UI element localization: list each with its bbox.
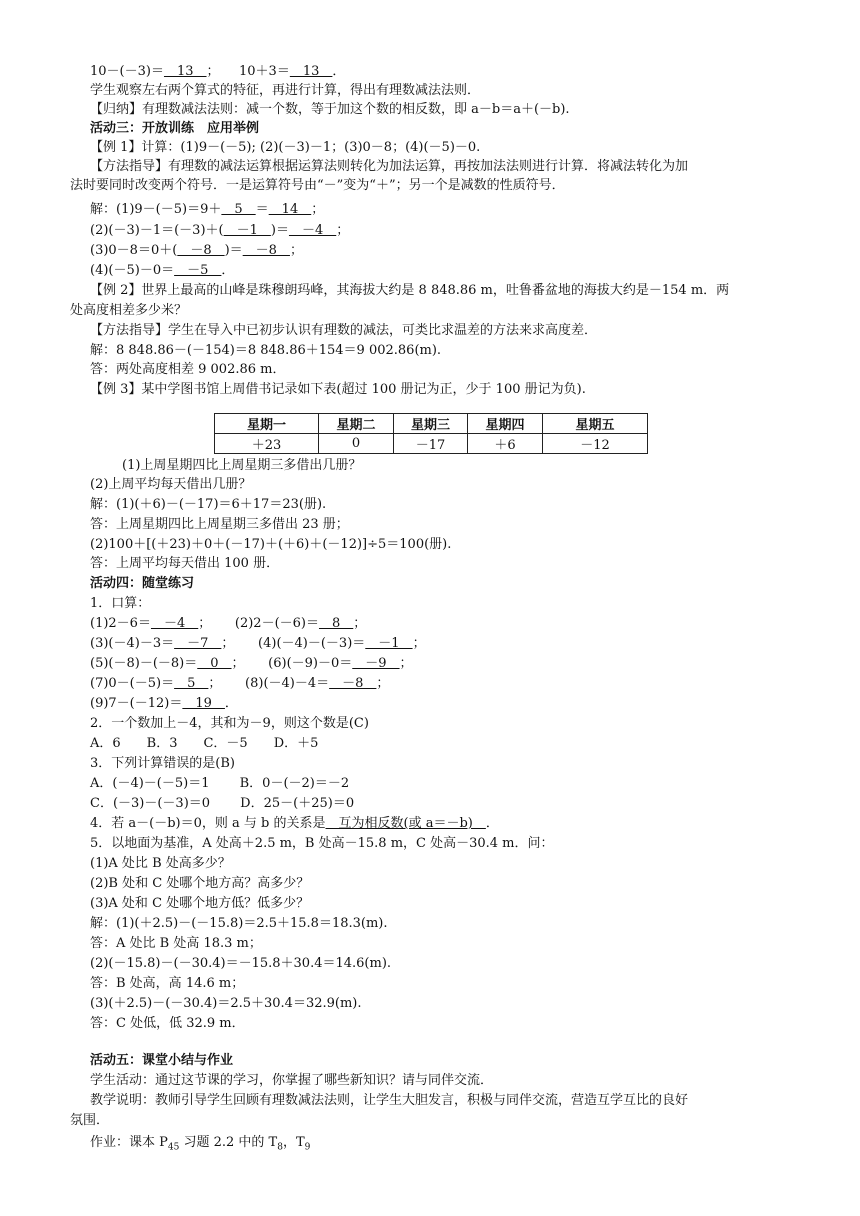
text-line [90,1052,233,1070]
text-run: A．(－4)－(－5)＝1 B．0－(－2)＝－2 [90,776,350,791]
text-run: (7)0－(－5)＝ [90,676,175,691]
text-run: (2)(－15.8)－(－30.4)＝－15.8＋30.4＝14.6(m). [90,956,392,971]
answer-blank: －7 [174,636,222,651]
answer-blank: 13 [163,64,207,79]
text-line [90,575,194,593]
text-run: (3)(－4)－3＝ [90,636,175,651]
text-line [90,895,309,913]
text-line [90,262,234,280]
text-run: 答：上周平均每天借出 100 册． [90,556,280,571]
text-line [90,935,262,953]
text-line [90,555,279,573]
text-run: 答：B 处高，高 14.6 m； [90,976,245,991]
text-run: 答：上周星期四比上周星期三多借出 23 册； [90,517,349,532]
table-header-cell: 星期二 [319,414,394,434]
answer-blank: 19 [182,696,225,711]
text-run: (9)7－(－12)＝ [90,696,183,711]
text-run: ； (8)(－4)－4＝ [208,676,330,691]
text-line [90,120,259,138]
text-line [90,536,451,554]
answer-blank: －8 [177,243,225,258]
text-line [90,775,349,793]
text-run: C．(－3)－(－3)＝0 D．25－(＋25)＝0 [90,796,355,811]
text-run: (2)上周平均每天借出几册？ [90,477,252,492]
text-line [90,101,570,119]
answer-blank: 互为相反数(或 a＝－b) [325,816,486,831]
text-run: 3．下列计算错误的是(B) [90,756,235,771]
text-line [90,496,326,514]
text-run: (5)(－8)－(－8)＝ [90,656,198,671]
borrow-record-table [214,413,648,454]
text-line [90,615,366,633]
answer-blank: －8 [329,676,377,691]
answer-blank: －9 [352,656,400,671]
answer-blank: 5 [221,202,256,217]
text-line [90,139,480,157]
text-line [90,361,285,379]
text-run: 答：A 处比 B 处高 18.3 m； [90,936,262,951]
text-run: (1)上周星期四比上周星期三多借出几册？ [122,458,362,473]
text-line [90,595,150,613]
text-line [70,302,187,320]
table-header-cell: 星期四 [468,414,543,434]
text-line [90,955,391,973]
text-run: ． [221,263,235,278]
text-run: (1)A 处比 B 处高多少？ [90,856,231,871]
subscript: 8 [277,1142,283,1153]
text-line [122,457,361,475]
text-line [90,915,388,933]
answer-blank: －5 [174,263,222,278]
text-run: ； [376,676,390,691]
text-run: (3)0－8＝0＋( [90,243,178,258]
text-run: (3)(＋2.5)－(－30.4)＝2.5＋30.4＝32.9(m). [90,996,362,1011]
text-run: ； 10＋3＝ [206,64,290,79]
text-run: 解：(1)(＋6)－(－17)＝6＋17＝23(册). [90,497,327,512]
table-cell: －17 [394,434,468,454]
text-run: 处高度相差多少米？ [70,303,188,318]
text-line [90,82,480,100]
text-run: (2)B 处和 C 处哪个地方高？高多少？ [90,876,310,891]
text-run: ； (4)(－4)－(－3)＝ [221,636,366,651]
text-run: ． [485,816,499,831]
text-run: 活动四：随堂练习 [90,576,195,591]
text-line [90,63,345,81]
text-line [90,795,354,813]
text-run: 解：8 848.86－(－154)＝8 848.86＋154＝9 002.86(m). [90,343,442,358]
text-line [90,655,413,673]
table-header-cell: 星期一 [215,414,319,434]
text-line [90,1092,688,1110]
answer-blank: 8 [318,616,354,631]
text-run: 4．若 a－(－b)＝0，则 a 与 b 的关系是 [90,816,326,831]
text-run: 学生活动：通过这节课的学习，你掌握了哪些新知识？请与同伴交流． [90,1073,494,1088]
text-run: ＝ [255,202,269,217]
text-run: ； [311,202,325,217]
text-line [90,635,426,653]
answer-blank: 0 [197,656,232,671]
subscript: 9 [304,1142,311,1153]
text-run: 解：(1)(＋2.5)－(－15.8)＝2.5＋15.8＝18.3(m). [90,916,388,931]
text-run: 2．一个数加上－4，其和为－9，则这个数是(C) [90,716,369,731]
text-line [90,222,349,240]
text-run: A．6 B．3 C．－5 D．＋5 [90,736,319,751]
text-line [90,975,244,993]
text-line [90,342,441,360]
text-run: 法时要同时改变两个符号．一是运算符号由“－”变为“＋”；另一个是减数的性质符号． [70,178,565,193]
text-run: 活动五：课堂小结与作业 [90,1053,234,1068]
text-run: ； [412,636,426,651]
text-run: 【方法指导】有理数的减法运算根据运算法则转化为加法运算，再按加法法则进行计算．将减法转化为加 [90,159,689,174]
text-line [90,675,389,693]
table-cell: ＋23 [215,434,319,454]
text-run: (4)(－5)－0＝ [90,263,175,278]
text-run: 【例 1】计算：(1)9－(－5); (2)(－3)－1；(3)0－8；(4)(－5)－0. [90,140,481,155]
text-run: ； (2)2－(－6)＝ [198,616,319,631]
text-run: 1．口算： [90,596,151,611]
answer-blank: －1 [365,636,413,651]
text-line [90,735,318,753]
text-run: 作业：课本 P [90,1135,168,1150]
text-line [90,815,499,833]
text-line [90,995,362,1013]
text-line [90,516,349,534]
text-line [90,476,251,494]
text-line [90,715,369,733]
text-line [90,381,586,399]
text-run: (2)100＋[(＋23)＋0＋(－17)＋(＋6)＋(－12)]÷5＝100(册). [90,537,452,552]
text-run: 【例 3】某中学图书馆上周借书记录如下表(超过 100 册记为正，少于 100 册记为负). [90,382,586,397]
subscript: 45 [167,1142,180,1153]
answer-blank: －4 [150,616,199,631]
text-line [70,177,565,195]
text-line [90,322,597,340]
text-run: 学生观察左右两个算式的特征，再进行计算，得出有理数减法法则． [90,83,481,98]
text-line [90,242,303,260]
answer-blank: 14 [268,202,312,217]
text-line [90,755,235,773]
text-run: (2)(－3)－1＝(－3)＋( [90,223,224,238]
text-run: ； [353,616,367,631]
text-run: )＝ [224,243,243,258]
table-header-row [215,414,648,434]
text-run: 答：两处高度相差 9 002.86 m． [90,362,286,377]
text-run: 答：C 处低，低 32.9 m． [90,1016,245,1031]
text-run: 解：(1)9－(－5)＝9＋ [90,202,222,217]
answer-blank: 13 [289,64,333,79]
answer-blank: 5 [174,676,209,691]
answer-blank: －1 [223,223,271,238]
text-run: ． [332,64,346,79]
table-cell: －12 [543,434,648,454]
text-line [90,1134,310,1157]
text-run: ； [399,656,413,671]
text-run: (1)2－6＝ [90,616,151,631]
table-cell: ＋6 [468,434,543,454]
text-run: ； [289,243,303,258]
text-line [90,855,231,873]
text-line [90,695,238,713]
text-run: 【例 2】世界上最高的山峰是珠穆朗玛峰，其海拔大约是 8 848.86 m，吐鲁番盆地的海拔大约是－154 m．两 [90,283,730,298]
answer-blank: －8 [242,243,290,258]
table-row [215,434,648,454]
text-line [90,282,729,300]
answer-blank: －4 [288,223,337,238]
text-run: (3)A 处和 C 处哪个地方低？低多少？ [90,896,310,911]
text-run: 活动三：开放训练 应用举例 [90,121,260,136]
text-line [90,835,554,853]
text-run: )＝ [270,223,289,238]
text-run: 5．以地面为基准，A 处高＋2.5 m，B 处高－15.8 m，C 处高－30.4 m．问： [90,836,554,851]
text-run: 【归纳】有理数减法法则：减一个数，等于加这个数的相反数，即 a－b＝a＋(－b). [90,102,570,117]
table-cell: 0 [319,434,394,454]
text-line [90,1072,493,1090]
text-run: 【方法指导】学生在导入中已初步认识有理数的减法，可类比求温差的方法来求高度差． [90,323,598,338]
table-header-cell: 星期三 [394,414,468,434]
text-line [90,201,324,219]
text-line [70,1112,109,1130]
text-run: 习题 2.2 中的 T [179,1135,278,1150]
text-line [90,1015,245,1033]
text-run: ，T [282,1135,305,1150]
text-run: ； [336,223,350,238]
text-run: ． [224,696,238,711]
text-line [90,875,309,893]
text-run: 氛围． [70,1113,110,1128]
text-run: ； (6)(－9)－0＝ [231,656,353,671]
text-run: 教学说明：教师引导学生回顾有理数减法法则，让学生大胆发言，积极与同伴交流，营造互学互比的良好 [90,1093,689,1108]
text-run: 10－(－3)＝ [90,64,164,79]
table-header-cell: 星期五 [543,414,648,434]
text-line [90,158,688,176]
